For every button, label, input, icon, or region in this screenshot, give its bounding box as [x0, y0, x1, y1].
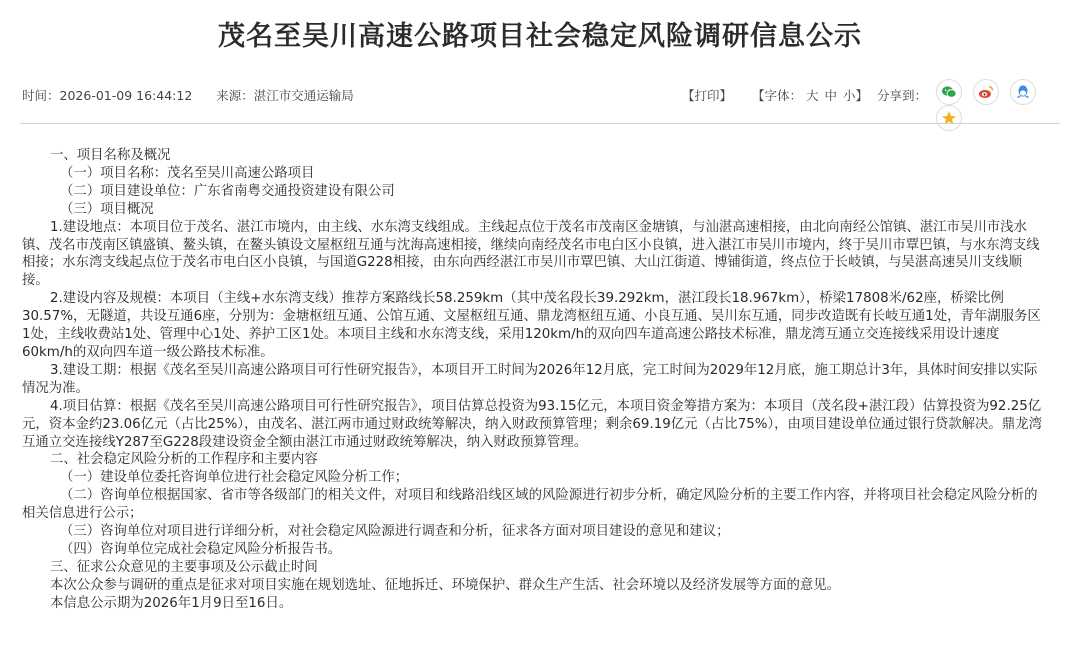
font-size-control — [752, 88, 868, 103]
source-label: 来源： — [216, 88, 254, 103]
weibo-icon[interactable] — [973, 79, 999, 105]
procedure-step-4: （四）咨询单位完成社会稳定风险分析报告书。 — [60, 541, 342, 557]
section-heading-2: 二、社会稳定风险分析的工作程序和主要内容 — [50, 452, 318, 468]
source — [216, 88, 364, 103]
article-tools — [682, 86, 868, 104]
qzone-icon[interactable] — [936, 105, 962, 131]
meta-info — [22, 86, 374, 104]
font-size-close: 】 — [855, 88, 869, 103]
project-name: （一）项目名称：茂名至吴川高速公路项目 — [60, 165, 315, 181]
source-value: 湛江市交通运输局 — [253, 88, 354, 103]
project-overview-heading: （三）项目概况 — [60, 201, 154, 217]
time-value: 2026-01-09 16:44:12 — [59, 88, 193, 103]
paragraph-schedule: 3.建设工期：根据《茂名至吴川高速公路项目可行性研究报告》，本项目开工时间为2026年12月底，完工时间为2029年12月底，施工期总计3年，具体时间安排以实际情况为准。 — [22, 362, 1038, 396]
qq-icon[interactable] — [1010, 79, 1036, 105]
project-owner: （二）项目建设单位：广东省南粤交通投资建设有限公司 — [60, 183, 395, 199]
procedure-step-2: （二）咨询单位根据国家、省市等各级部门的相关文件，对项目和线路沿线区域的风险源进行初步分析，确定风险分析的主要工作内容，并将项目社会稳定风险分析的相关信息进行公示； — [22, 488, 1038, 522]
section-heading-3: 三、征求公众意见的主要事项及公示截止时间 — [50, 559, 318, 575]
print-button[interactable]: 【打印】 — [682, 88, 733, 103]
divider — [20, 123, 1060, 124]
article-meta — [22, 83, 1062, 107]
procedure-step-3: （三）咨询单位对项目进行详细分析，对社会稳定风险源进行调查和分析，征求各方面对项目建设的意见和建议； — [60, 524, 730, 540]
font-large-button[interactable]: 大 — [806, 88, 819, 103]
article-content — [22, 147, 1042, 613]
paragraph-notice-period: 本信息公示期为2026年1月9日至16日。 — [50, 595, 293, 611]
paragraph-consultation-focus: 本次公众参与调研的重点是征求对项目实施在规划选址、征地拆迁、环境保护、群众生产生活、社会环境以及经济发展等方面的意见。 — [50, 577, 841, 593]
font-small-button[interactable]: 小 — [843, 88, 856, 103]
share-label: 分享到： — [877, 88, 928, 103]
font-medium-button[interactable]: 中 — [824, 88, 838, 103]
time-label: 时间： — [22, 88, 60, 103]
wechat-icon[interactable] — [936, 79, 962, 105]
paragraph-location: 1.建设地点：本项目位于茂名、湛江市境内，由主线、水东湾支线组成。主线起点位于茂名市茂南区金塘镇，与汕湛高速相接，由北向南经公馆镇、湛江市吴川市浅水镇、茂名市茂南区镇盛镇、鳌头镇，在鳌头镇设文屋枢纽互通与沈海高速相接，继续向南经茂名市电白区小良镇，进入湛江市吴川市境内，终于吴川市覃巴镇，与水东湾支线相接；水东湾支线起点位于茂名市电白区小良镇，与国道G228相接，由东向西经湛江市吴川市覃巴镇、大山江街道、博铺街道，终点位于长岐镇，与吴湛高速吴川支线顺接。 — [22, 219, 1040, 289]
paragraph-scope: 2.建设内容及规模：本项目（主线+水东湾支线）推荐方案路线长58.259km（其中茂名段长39.292km，湛江段长18.967km），桥梁17808米/62座，桥梁比例30.57%，无隧道，共设互通6座，分别为：金塘枢纽互通、公馆互通、文屋枢纽互通、鼎龙湾枢纽互通、小良互通、吴川东互通，同步改造既有长岐互通1处，青年湖服务区1处，主线收费站1处、管理中心1处、养护工区1处。本项目主线和水东湾支线，采用120km/h的双向四车道高速公路技术标准，鼎龙湾互通立交连接线采用设计速度60km/h的双向四车道一级公路技术标准。 — [22, 291, 1041, 360]
section-heading-1: 一、项目名称及概况 — [50, 148, 171, 163]
procedure-step-1: （一）建设单位委托咨询单位进行社会稳定风险分析工作； — [60, 470, 409, 486]
font-size-label: 【字体： — [752, 88, 803, 103]
paragraph-estimate: 4.项目估算：根据《茂名至吴川高速公路项目可行性研究报告》，项目估算总投资为93.15亿元，本项目资金筹措方案为：本项目（茂名段+湛江段）估算投资为92.25亿元，资本金约23.06亿元（占比25%），由茂名、湛江两市通过财政统筹解决，纳入财政预算管理；剩余69.19亿元（占比75%），由项目建设单位通过银行贷款解决。鼎龙湾互通立交连接线Y287至G228段建设资金全额由湛江市通过财政统筹解决，纳入财政预算管理。 — [22, 398, 1042, 450]
page-title: 茂名至吴川高速公路项目社会稳定风险调研信息公示 — [218, 21, 862, 52]
publish-time — [22, 88, 202, 103]
